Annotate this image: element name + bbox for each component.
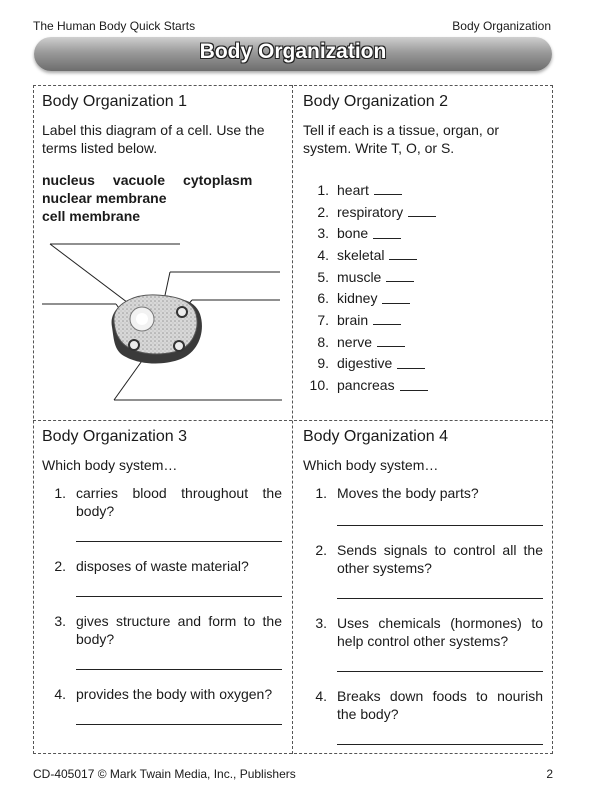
title-banner	[34, 37, 552, 71]
list-item: 3. bone	[303, 222, 543, 244]
list-item: 2. respiratory	[303, 201, 543, 223]
list-item: 7. brain	[303, 309, 543, 331]
page-title: Body Organization	[199, 40, 387, 63]
term-cytoplasm: cytoplasm	[183, 172, 253, 188]
answer-line[interactable]	[76, 595, 282, 597]
grid-horizontal-divider	[33, 420, 553, 421]
panel-body-organization-4	[303, 428, 543, 745]
answer-blank[interactable]	[374, 184, 402, 195]
question-list	[303, 614, 543, 650]
list-item: 1. heart	[303, 179, 543, 201]
list-item: 10. pancreas	[303, 374, 543, 396]
answer-blank[interactable]	[373, 228, 401, 239]
page-number: 2	[546, 767, 553, 781]
answer-blank[interactable]	[408, 206, 436, 217]
panel-body-organization-1	[42, 93, 282, 225]
answer-line[interactable]	[76, 723, 282, 725]
panel-intro: Which body system…	[42, 457, 178, 473]
term-list	[42, 171, 282, 225]
answer-blank[interactable]	[400, 380, 428, 391]
vacuole-shape	[174, 341, 184, 351]
list-item: 9. digestive	[303, 353, 543, 375]
vacuole-shape	[177, 307, 187, 317]
answer-blank[interactable]	[386, 271, 414, 282]
list-item: 5. muscle	[303, 266, 543, 288]
question-list	[42, 484, 282, 520]
answer-blank[interactable]	[389, 249, 417, 260]
term-cell-membrane: cell membrane	[42, 208, 141, 224]
running-header-right: Body Organization	[452, 19, 551, 33]
answer-blank[interactable]	[382, 293, 410, 304]
question-item: 4. Breaks down foods to nourish the body?	[315, 688, 543, 722]
term-nuclear-membrane: nuclear membrane	[42, 190, 167, 206]
question-list	[303, 687, 543, 723]
nucleolus-shape	[136, 313, 148, 325]
panel-instruction: Tell if each is a tissue, organ, or system. Write T, O, or S.	[303, 122, 500, 156]
answer-blank[interactable]	[373, 314, 401, 325]
answer-line[interactable]	[76, 668, 282, 670]
question-list	[303, 484, 543, 502]
answer-line[interactable]	[337, 670, 543, 672]
panel-body-organization-2	[303, 93, 543, 396]
running-header-left: The Human Body Quick Starts	[33, 19, 196, 33]
panel-title: Body Organization 2	[303, 93, 448, 110]
question-item: 2. Sends signals to control all the other systems?	[315, 542, 543, 576]
list-item: 4. skeletal	[303, 244, 543, 266]
list-item: 6. kidney	[303, 287, 543, 309]
panel-title: Body Organization 1	[42, 93, 187, 110]
tos-list	[303, 179, 543, 396]
answer-line[interactable]	[76, 540, 282, 542]
panel-body-organization-3	[42, 428, 282, 725]
question-item: 3. gives structure and form to the body?	[54, 613, 282, 647]
question-list	[42, 557, 282, 575]
question-item: 1. Moves the body parts?	[315, 485, 479, 501]
panel-title: Body Organization 3	[42, 428, 187, 445]
question-item: 2. disposes of waste material?	[54, 558, 249, 574]
question-list	[42, 612, 282, 648]
label-leader	[114, 358, 144, 400]
question-item: 3. Uses chemicals (hormones) to help control other systems?	[315, 615, 543, 649]
panel-intro: Which body system…	[303, 457, 439, 473]
question-item: 1. carries blood throughout the body?	[54, 485, 282, 519]
footer-copyright: CD-405017 © Mark Twain Media, Inc., Publishers	[33, 767, 296, 781]
answer-line[interactable]	[337, 524, 543, 526]
answer-blank[interactable]	[377, 336, 405, 347]
answer-line[interactable]	[337, 597, 543, 599]
term-nucleus: nucleus	[42, 172, 95, 188]
question-item: 4. provides the body with oxygen?	[54, 686, 273, 702]
cell-diagram	[42, 232, 287, 412]
list-item: 8. nerve	[303, 331, 543, 353]
answer-line[interactable]	[337, 743, 543, 745]
panel-title: Body Organization 4	[303, 428, 448, 445]
answer-blank[interactable]	[397, 358, 425, 369]
question-list	[42, 685, 282, 703]
vacuole-shape	[129, 340, 139, 350]
term-vacuole: vacuole	[112, 172, 166, 188]
question-list	[303, 541, 543, 577]
panel-instruction: Label this diagram of a cell. Use the terms listed below.	[42, 122, 265, 156]
